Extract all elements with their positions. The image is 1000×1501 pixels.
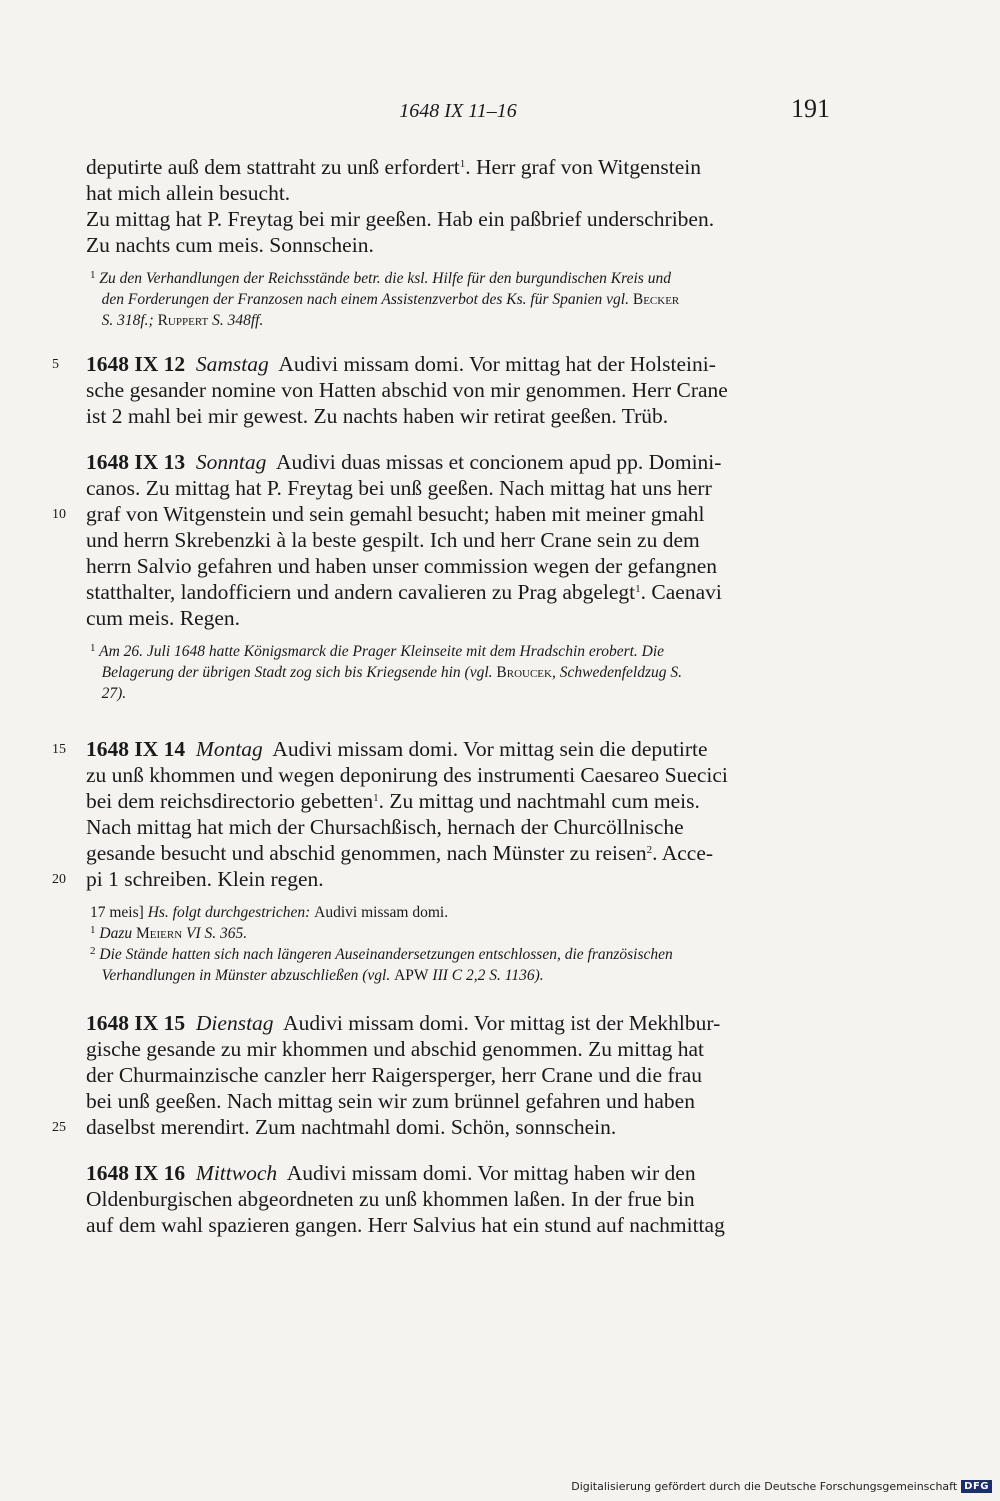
text-line: cum meis. Regen.: [86, 606, 241, 630]
footer-text: Digitalisierung gefördert durch die Deutsche Forschungsgemeinschaft: [571, 1480, 958, 1493]
footnote-ref[interactable]: 2: [646, 844, 653, 856]
entry-1648-ix-12: [52, 351, 830, 429]
line-number: 10: [52, 507, 66, 522]
text-line: 15 1648 IX 14 Montag Audivi missam domi. Vor mittag sein die deputirte: [52, 737, 708, 761]
text-line: bei dem reichsdirectorio gebetten$^1$. Zu mittag und nachtmahl cum meis.: [86, 789, 700, 813]
text-line: der Churmainzische canzler herr Raigersperger, herr Crane und die frau: [86, 1063, 702, 1087]
text-line: 5 1648 IX 12 Samstag Audivi missam domi. Vor mittag hat der Holsteini-: [52, 352, 716, 376]
text-line: Zu mittag hat P. Freytag bei mir geeßen. Hab ein paßbrief underschriben.: [86, 207, 715, 231]
line-number: 25: [52, 1120, 66, 1135]
digitization-footer: [571, 1480, 992, 1493]
text-line: sche gesander nomine von Hatten abschid von mir genommen. Herr Crane: [86, 378, 728, 402]
entry-weekday: Samstag: [195, 352, 269, 376]
text-line: canos. Zu mittag hat P. Freytag bei unß geeßen. Nach mittag hat uns herr: [86, 476, 712, 500]
footnote-ref[interactable]: 1: [373, 792, 379, 804]
text-line: zu unß khommen und wegen deponirung des instrumenti Caesareo Suecici: [86, 763, 728, 787]
entry-weekday: Dienstag: [195, 1011, 274, 1035]
entry-date: 1648 IX 15: [86, 1011, 186, 1035]
text-line: bei unß geeßen. Nach mittag sein wir zum brünnel gefahren und haben: [86, 1089, 695, 1113]
footnote-ref[interactable]: 1: [459, 158, 466, 170]
line-number: 5: [52, 357, 59, 372]
footnote-line: Verhandlungen in Münster abzuschließen (vgl. APW III C 2,2 S. 1136).: [101, 967, 544, 984]
entry-1648-ix-16: [86, 1160, 830, 1238]
entry-date: 1648 IX 13: [86, 450, 186, 474]
dfg-logo: DFG: [961, 1480, 992, 1493]
text-line: Oldenburgischen abgeordneten zu unß khommen laßen. In der frue bin: [86, 1187, 695, 1211]
page-header: [86, 94, 830, 128]
text-line: deputirte auß dem stattraht zu unß erfordert$^1$. Herr graf von Witgenstein: [86, 155, 701, 179]
line-number: 15: [52, 742, 66, 757]
entry-1648-ix-13: [52, 449, 830, 631]
text-line: gische gesande zu mir khommen und abschid genommen. Zu mittag hat: [86, 1037, 704, 1061]
text-line: 1648 IX 13 Sonntag Audivi duas missas et concionem apud pp. Domini-: [86, 450, 722, 474]
footnote: $^2$ Die Stände hatten sich nach längeren Auseinandersetzungen entschlossen, die französischen: [90, 945, 673, 963]
variant-note: 17 meis] Hs. folgt durchgestrichen: Audivi missam domi.: [90, 904, 449, 921]
text-line: ist 2 mahl bei mir gewest. Zu nachts haben wir retirat geeßen. Trüb.: [86, 404, 669, 428]
footnote-ref[interactable]: 1: [635, 583, 641, 595]
footnote: $^1$ Am 26. Juli 1648 hatte Königsmarck die Prager Kleinseite mit dem Hradschin erobert. Die: [90, 642, 665, 660]
entry-date: 1648 IX 14: [86, 737, 186, 761]
text-line: 1648 IX 16 Mittwoch Audivi missam domi. Vor mittag haben wir den: [86, 1161, 696, 1185]
entry-continuation: [86, 154, 830, 258]
entry-weekday: Mittwoch: [195, 1161, 278, 1185]
text-line: und herrn Skrebenzki à la beste gespilt. Ich und herr Crane sein zu dem: [86, 528, 700, 552]
footnote-block: [90, 268, 830, 331]
text-line: 1648 IX 15 Dienstag Audivi missam domi. Vor mittag ist der Mekhlbur-: [86, 1011, 721, 1035]
entry-1648-ix-15: [52, 1010, 830, 1140]
text-line: hat mich allein besucht.: [86, 181, 291, 205]
text-line: 20 pi 1 schreiben. Klein regen.: [52, 867, 324, 891]
page-number: 191: [791, 94, 830, 123]
entry-date: 1648 IX 16: [86, 1161, 186, 1185]
line-number: 20: [52, 872, 66, 887]
footnote-line: Belagerung der übrigen Stadt zog sich bis Kriegsende hin (vgl. Broucek, Schwedenfeldzug S.: [101, 664, 682, 681]
text-line: 25 daselbst merendirt. Zum nachtmahl domi. Schön, sonnschein.: [52, 1115, 617, 1139]
running-head: 1648 IX 11–16: [399, 100, 517, 122]
text-line: auf dem wahl spazieren gangen. Herr Salvius hat ein stund auf nachmittag: [86, 1213, 725, 1237]
text-line: 10 graf von Witgenstein und sein gemahl besucht; haben mit meiner gmahl: [52, 502, 705, 526]
footnote: $^1$ Zu den Verhandlungen der Reichsstände betr. die ksl. Hilfe für den burgundischen Kreis und: [90, 269, 671, 287]
entry-1648-ix-14: [52, 736, 830, 892]
text-line: Nach mittag hat mich der Chursachßisch, hernach der Churcöllnische: [86, 815, 684, 839]
main-text: [52, 154, 830, 1238]
footnote-line: den Forderungen der Franzosen nach einem Assistenzverbot des Ks. für Spanien vgl. Becker: [101, 291, 680, 308]
entry-weekday: Montag: [195, 737, 263, 761]
apparatus-block: [90, 902, 830, 986]
entry-date: 1648 IX 12: [86, 352, 186, 376]
text-line: Zu nachts cum meis. Sonnschein.: [86, 233, 374, 257]
entry-weekday: Sonntag: [195, 450, 267, 474]
text-line: statthalter, landofficiern und andern cavalieren zu Prag abgelegt$^1$. Caenavi: [86, 580, 722, 604]
footnote-block: [90, 641, 830, 704]
footnote-line: S. 318f.; Ruppert S. 348ff.: [101, 312, 264, 329]
footnote: $^1$ Dazu Meiern VI S. 365.: [90, 924, 248, 942]
text-line: herrn Salvio gefahren und haben unser commission wegen der gefangnen: [86, 554, 718, 578]
text-line: gesande besucht und abschid genommen, nach Münster zu reisen$^2$. Acce-: [86, 841, 714, 865]
footnote-line: 27).: [101, 685, 127, 702]
